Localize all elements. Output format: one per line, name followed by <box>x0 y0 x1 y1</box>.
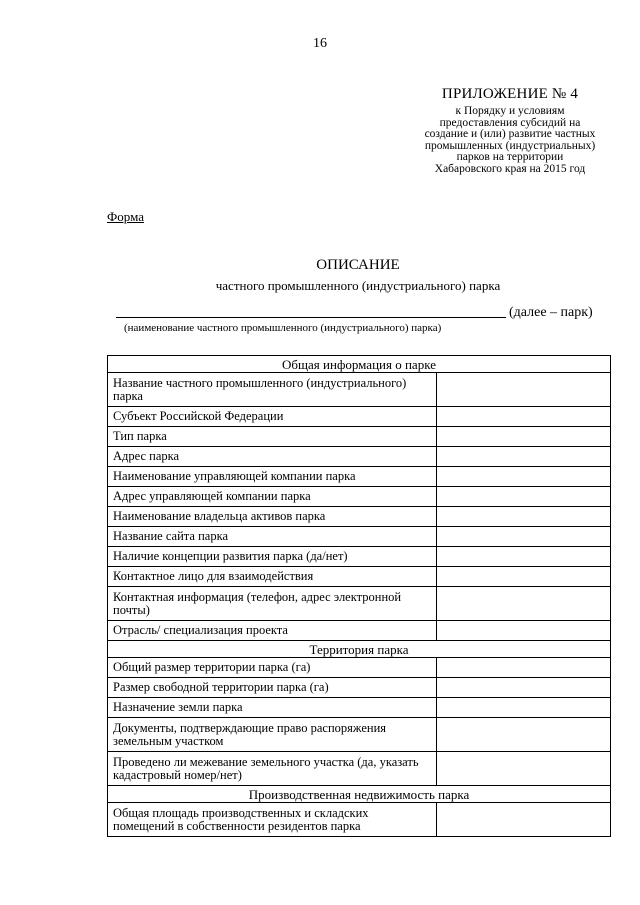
row-label: Назначение земли парка <box>108 698 437 718</box>
row-value-cell[interactable] <box>437 407 611 427</box>
row-value-cell[interactable] <box>437 467 611 487</box>
park-name-caption: (наименование частного промышленного (индустриального) парка) <box>124 322 442 334</box>
table-row <box>108 527 611 547</box>
table-row <box>108 678 611 698</box>
table-section-row <box>108 356 611 373</box>
park-info-table <box>107 355 611 837</box>
table-row <box>108 467 611 487</box>
page-number: 16 <box>313 36 327 51</box>
row-value-cell[interactable] <box>437 547 611 567</box>
row-label: Документы, подтверждающие право распоряжения земельным участком <box>108 718 437 752</box>
table-row <box>108 547 611 567</box>
table-row <box>108 507 611 527</box>
table-section-row <box>108 786 611 803</box>
row-value-cell[interactable] <box>437 507 611 527</box>
row-label: Субъект Российской Федерации <box>108 407 437 427</box>
row-value-cell[interactable] <box>437 621 611 641</box>
row-label: Наименование владельца активов парка <box>108 507 437 527</box>
row-label: Тип парка <box>108 427 437 447</box>
document-title: ОПИСАНИЕ <box>316 257 400 273</box>
row-value-cell[interactable] <box>437 487 611 507</box>
row-label: Отрасль/ специализация проекта <box>108 621 437 641</box>
table-row <box>108 427 611 447</box>
table-row <box>108 718 611 752</box>
row-label: Наименование управляющей компании парка <box>108 467 437 487</box>
row-value-cell[interactable] <box>437 718 611 752</box>
row-label: Название сайта парка <box>108 527 437 547</box>
row-value-cell[interactable] <box>437 527 611 547</box>
table-row <box>108 567 611 587</box>
row-label: Контактная информация (телефон, адрес электронной почты) <box>108 587 437 621</box>
row-value-cell[interactable] <box>437 752 611 786</box>
table-row <box>108 373 611 407</box>
row-label: Контактное лицо для взаимодействия <box>108 567 437 587</box>
row-label: Адрес управляющей компании парка <box>108 487 437 507</box>
appendix-note-line: парков на территории <box>456 151 564 163</box>
document-subtitle: частного промышленного (индустриального) парка <box>215 278 501 293</box>
row-label: Наличие концепции развития парка (да/нет) <box>108 547 437 567</box>
row-value-cell[interactable] <box>437 678 611 698</box>
table-section-header: Территория парка <box>108 641 611 658</box>
appendix-note-line: промышленных (индустриальных) <box>424 139 596 152</box>
row-label: Размер свободной территории парка (га) <box>108 678 437 698</box>
park-info-table-body <box>108 356 611 837</box>
table-row <box>108 487 611 507</box>
table-row <box>108 658 611 678</box>
table-section-row <box>108 641 611 658</box>
table-row <box>108 803 611 837</box>
row-value-cell[interactable] <box>437 698 611 718</box>
appendix-note-line: к Порядку и условиям <box>455 105 565 117</box>
table-row <box>108 698 611 718</box>
row-label: Общая площадь производственных и складских помещений в собственности резидентов парка <box>108 803 437 837</box>
table-row <box>108 447 611 467</box>
row-value-cell[interactable] <box>437 567 611 587</box>
table-row <box>108 407 611 427</box>
park-name-suffix: (далее – парк) <box>509 305 593 320</box>
appendix-note-line: предоставления субсидий на <box>439 116 581 129</box>
row-value-cell[interactable] <box>437 587 611 621</box>
row-label: Общий размер территории парка (га) <box>108 658 437 678</box>
form-label: Форма <box>107 209 144 224</box>
table-row <box>108 752 611 786</box>
appendix-note <box>416 106 604 175</box>
row-value-cell[interactable] <box>437 373 611 407</box>
appendix-note-line: создание и (или) развитие частных <box>424 128 596 140</box>
table-row <box>108 587 611 621</box>
row-value-cell[interactable] <box>437 658 611 678</box>
table-section-header: Производственная недвижимость парка <box>108 786 611 803</box>
row-label: Проведено ли межевание земельного участка (да, указать кадастровый номер/нет) <box>108 752 437 786</box>
park-name-blank-line <box>116 317 506 318</box>
row-label: Адрес парка <box>108 447 437 467</box>
row-value-cell[interactable] <box>437 427 611 447</box>
appendix-note-line: Хабаровского края на 2015 год <box>434 162 586 175</box>
row-value-cell[interactable] <box>437 803 611 837</box>
row-label: Название частного промышленного (индустриального) парка <box>108 373 437 407</box>
table-row <box>108 621 611 641</box>
row-value-cell[interactable] <box>437 447 611 467</box>
appendix-title: ПРИЛОЖЕНИЕ № 4 <box>441 86 579 102</box>
table-section-header: Общая информация о парке <box>108 356 611 373</box>
